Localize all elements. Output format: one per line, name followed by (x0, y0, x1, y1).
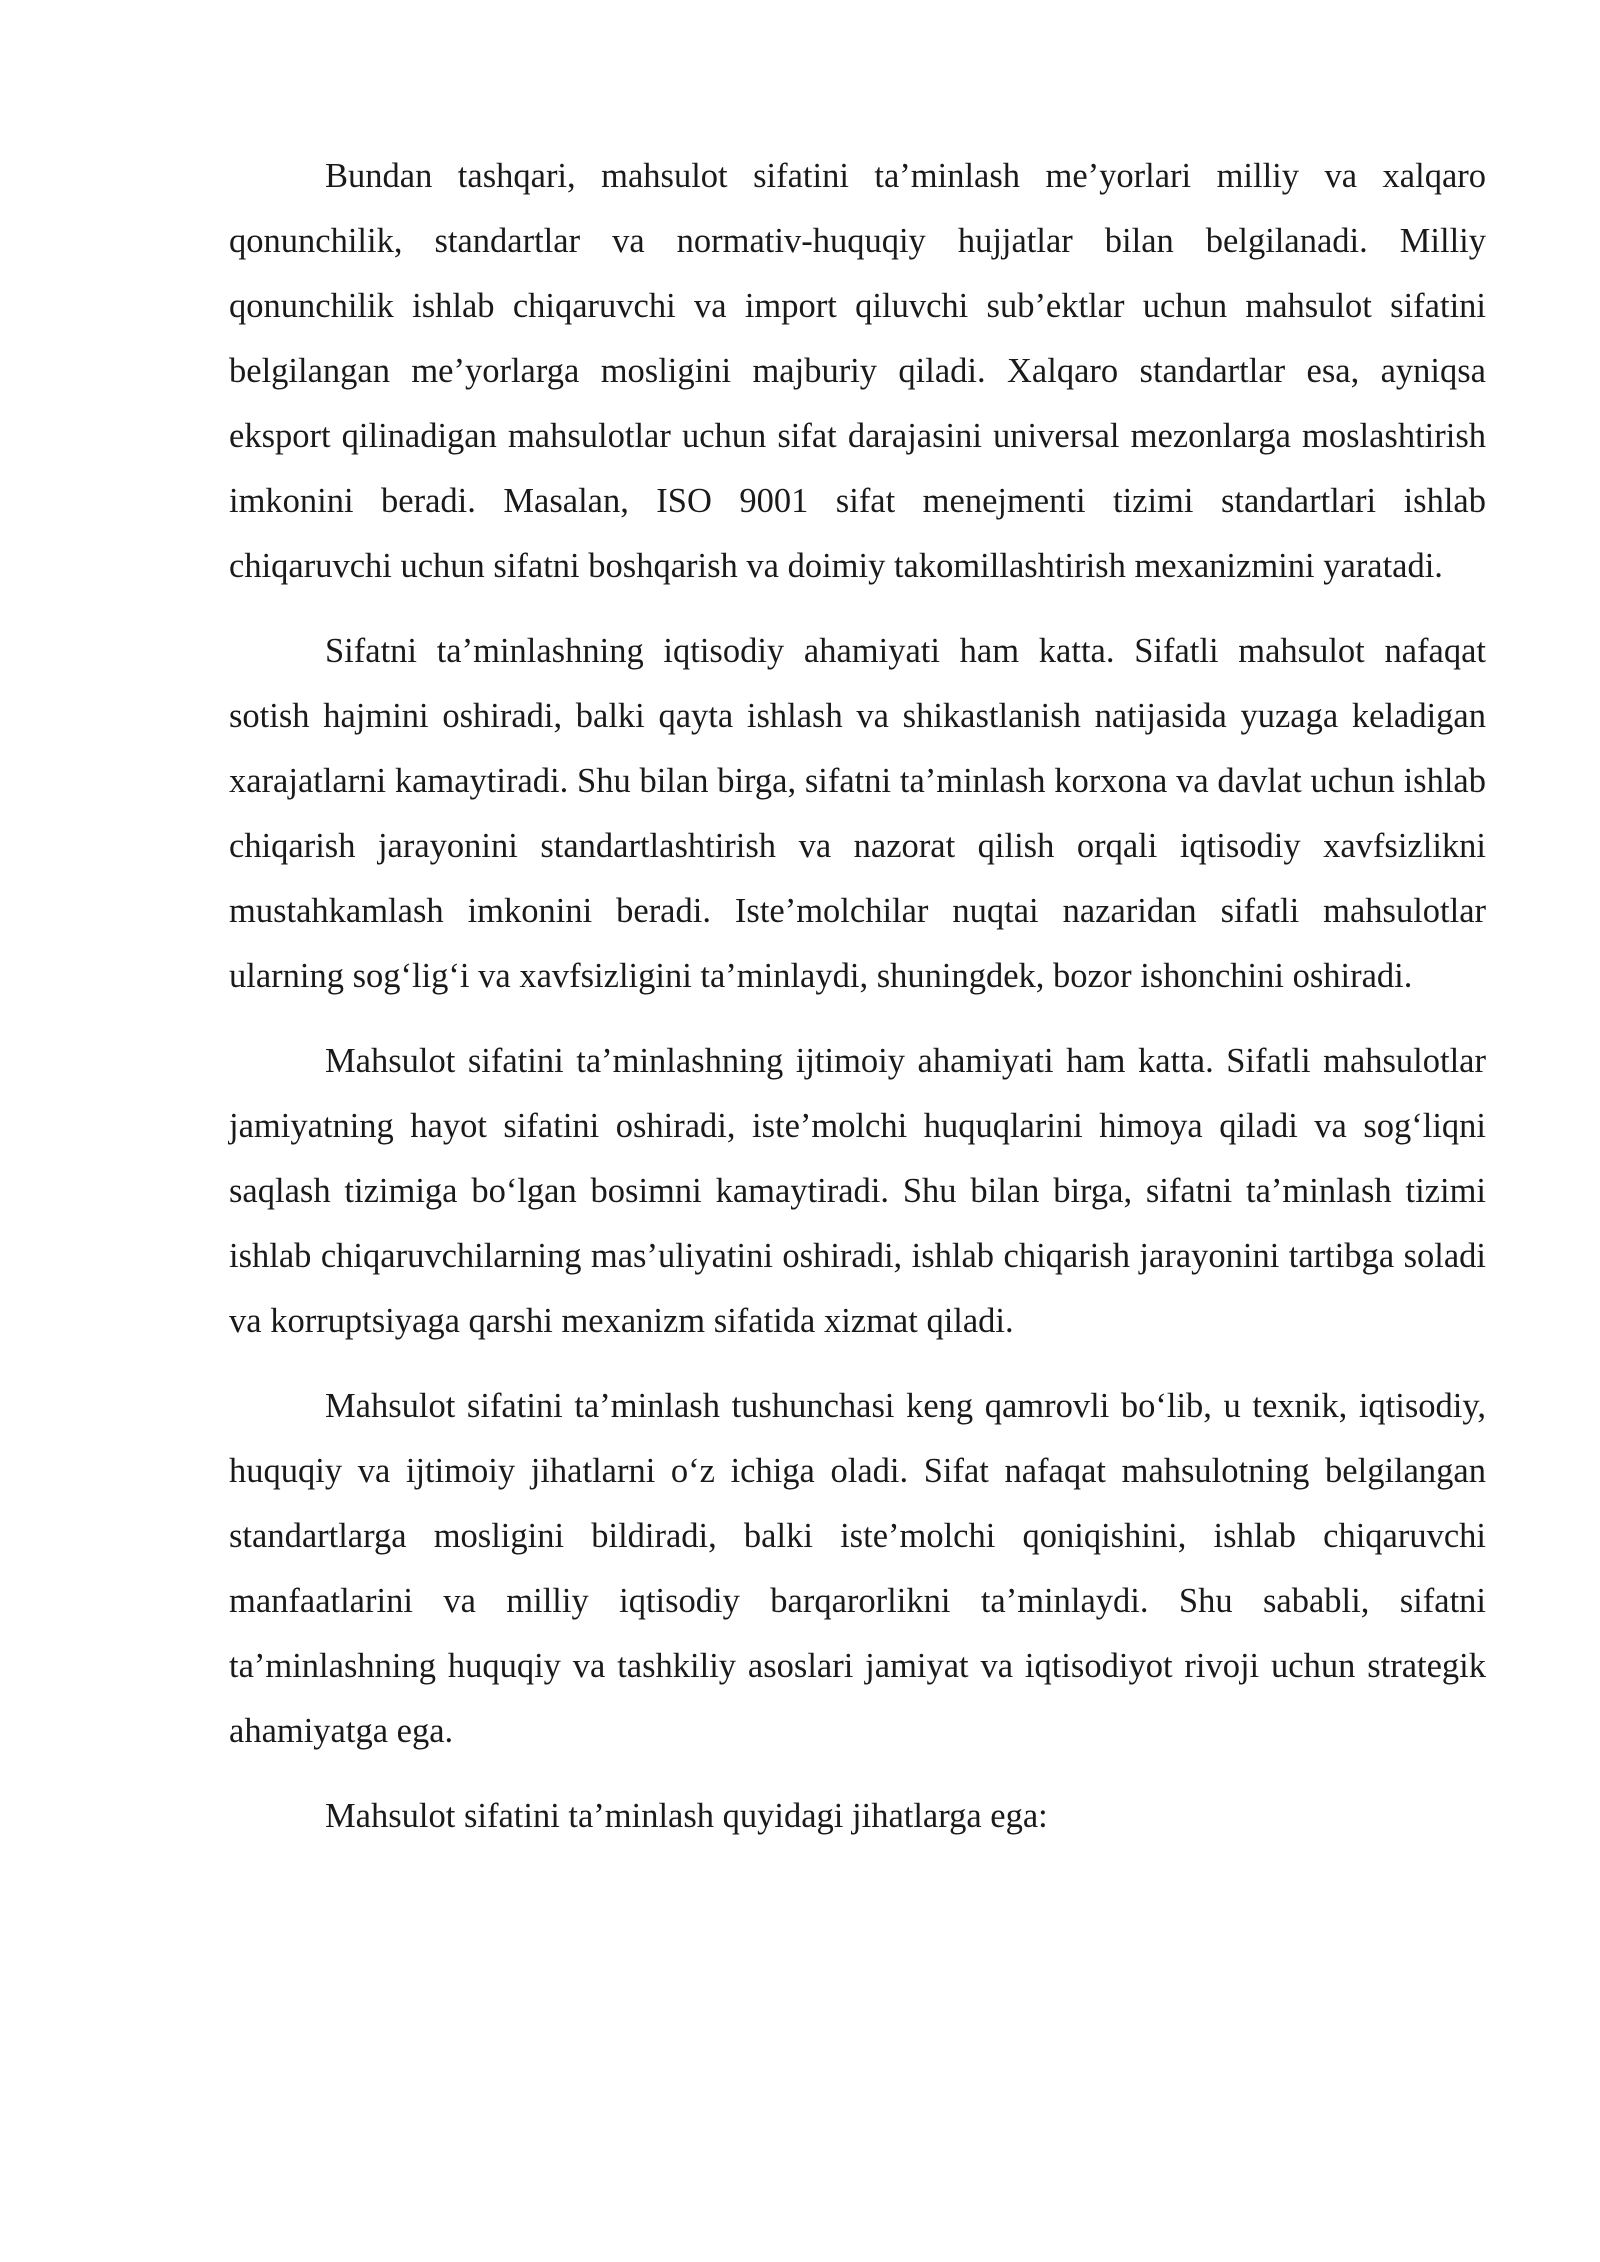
paragraph-quality-concept: Mahsulot sifatini ta’minlash tushunchasi keng qamrovli bo‘lib, u texnik, iqtisodiy, huquqiy va ijtimoiy jihatlarni o‘z ichiga oladi. Sifat nafaqat mahsulotning belgilangan standartlarga mosligini bildiradi, balki iste’molchi qoniqishini, ishlab chiqaruvchi manfaatlarini va milliy iqtisodiy barqarorlikni ta’minlaydi. Shu sababli, sifatni ta’minlashning huquqiy va tashkiliy asoslari jamiyat va iqtisodiyot rivoji uchun strategik ahamiyatga ega. (229, 1387, 1486, 1750)
paragraph-legal-standards: Bundan tashqari, mahsulot sifatini ta’minlash me’yorlari milliy va xalqaro qonunchilik, standartlar va normativ-huquqiy hujjatlar bilan belgilanadi. Milliy qonunchilik ishlab chiqaruvchi va import qiluvchi sub’ektlar uchun mahsulot sifatini belgilangan me’yorlarga mosligini majburiy qiladi. Xalqaro standartlar esa, ayniqsa eksport qilinadigan mahsulotlar uchun sifat darajasini universal mezonlarga moslashtirish imkonini beradi. Masalan, ISO 9001 sifat menejmenti tizimi standartlari ishlab chiqaruvchi uchun sifatni boshqarish va doimiy takomillashtirish mexanizmini yaratadi. (229, 157, 1486, 585)
paragraph-economic-importance: Sifatni ta’minlashning iqtisodiy ahamiyati ham katta. Sifatli mahsulot nafaqat sotish hajmini oshiradi, balki qayta ishlash va shikastlanish natijasida yuzaga keladigan xarajatlarni kamaytiradi. Shu bilan birga, sifatni ta’minlash korxona va davlat uchun ishlab chiqarish jarayonini standartlashtirish va nazorat qilish orqali iqtisodiy xavfsizlikni mustahkamlash imkonini beradi. Iste’molchilar nuqtai nazaridan sifatli mahsulotlar ularning sog‘lig‘i va xavfsizligini ta’minlaydi, shuningdek, bozor ishonchini oshiradi. (229, 632, 1486, 995)
document-body (229, 144, 1486, 1869)
paragraph-social-importance: Mahsulot sifatini ta’minlashning ijtimoiy ahamiyati ham katta. Sifatli mahsulotlar jamiyatning hayot sifatini oshiradi, iste’molchi huquqlarini himoya qiladi va sog‘liqni saqlash tizimiga bo‘lgan bosimni kamaytiradi. Shu bilan birga, sifatni ta’minlash tizimi ishlab chiqaruvchilarning mas’uliyatini oshiradi, ishlab chiqarish jarayonini tartibga soladi va korruptsiyaga qarshi mexanizm sifatida xizmat qiladi. (229, 1042, 1486, 1340)
paragraph-aspects-intro: Mahsulot sifatini ta’minlash quyidagi jihatlarga ega: (325, 1797, 1048, 1835)
